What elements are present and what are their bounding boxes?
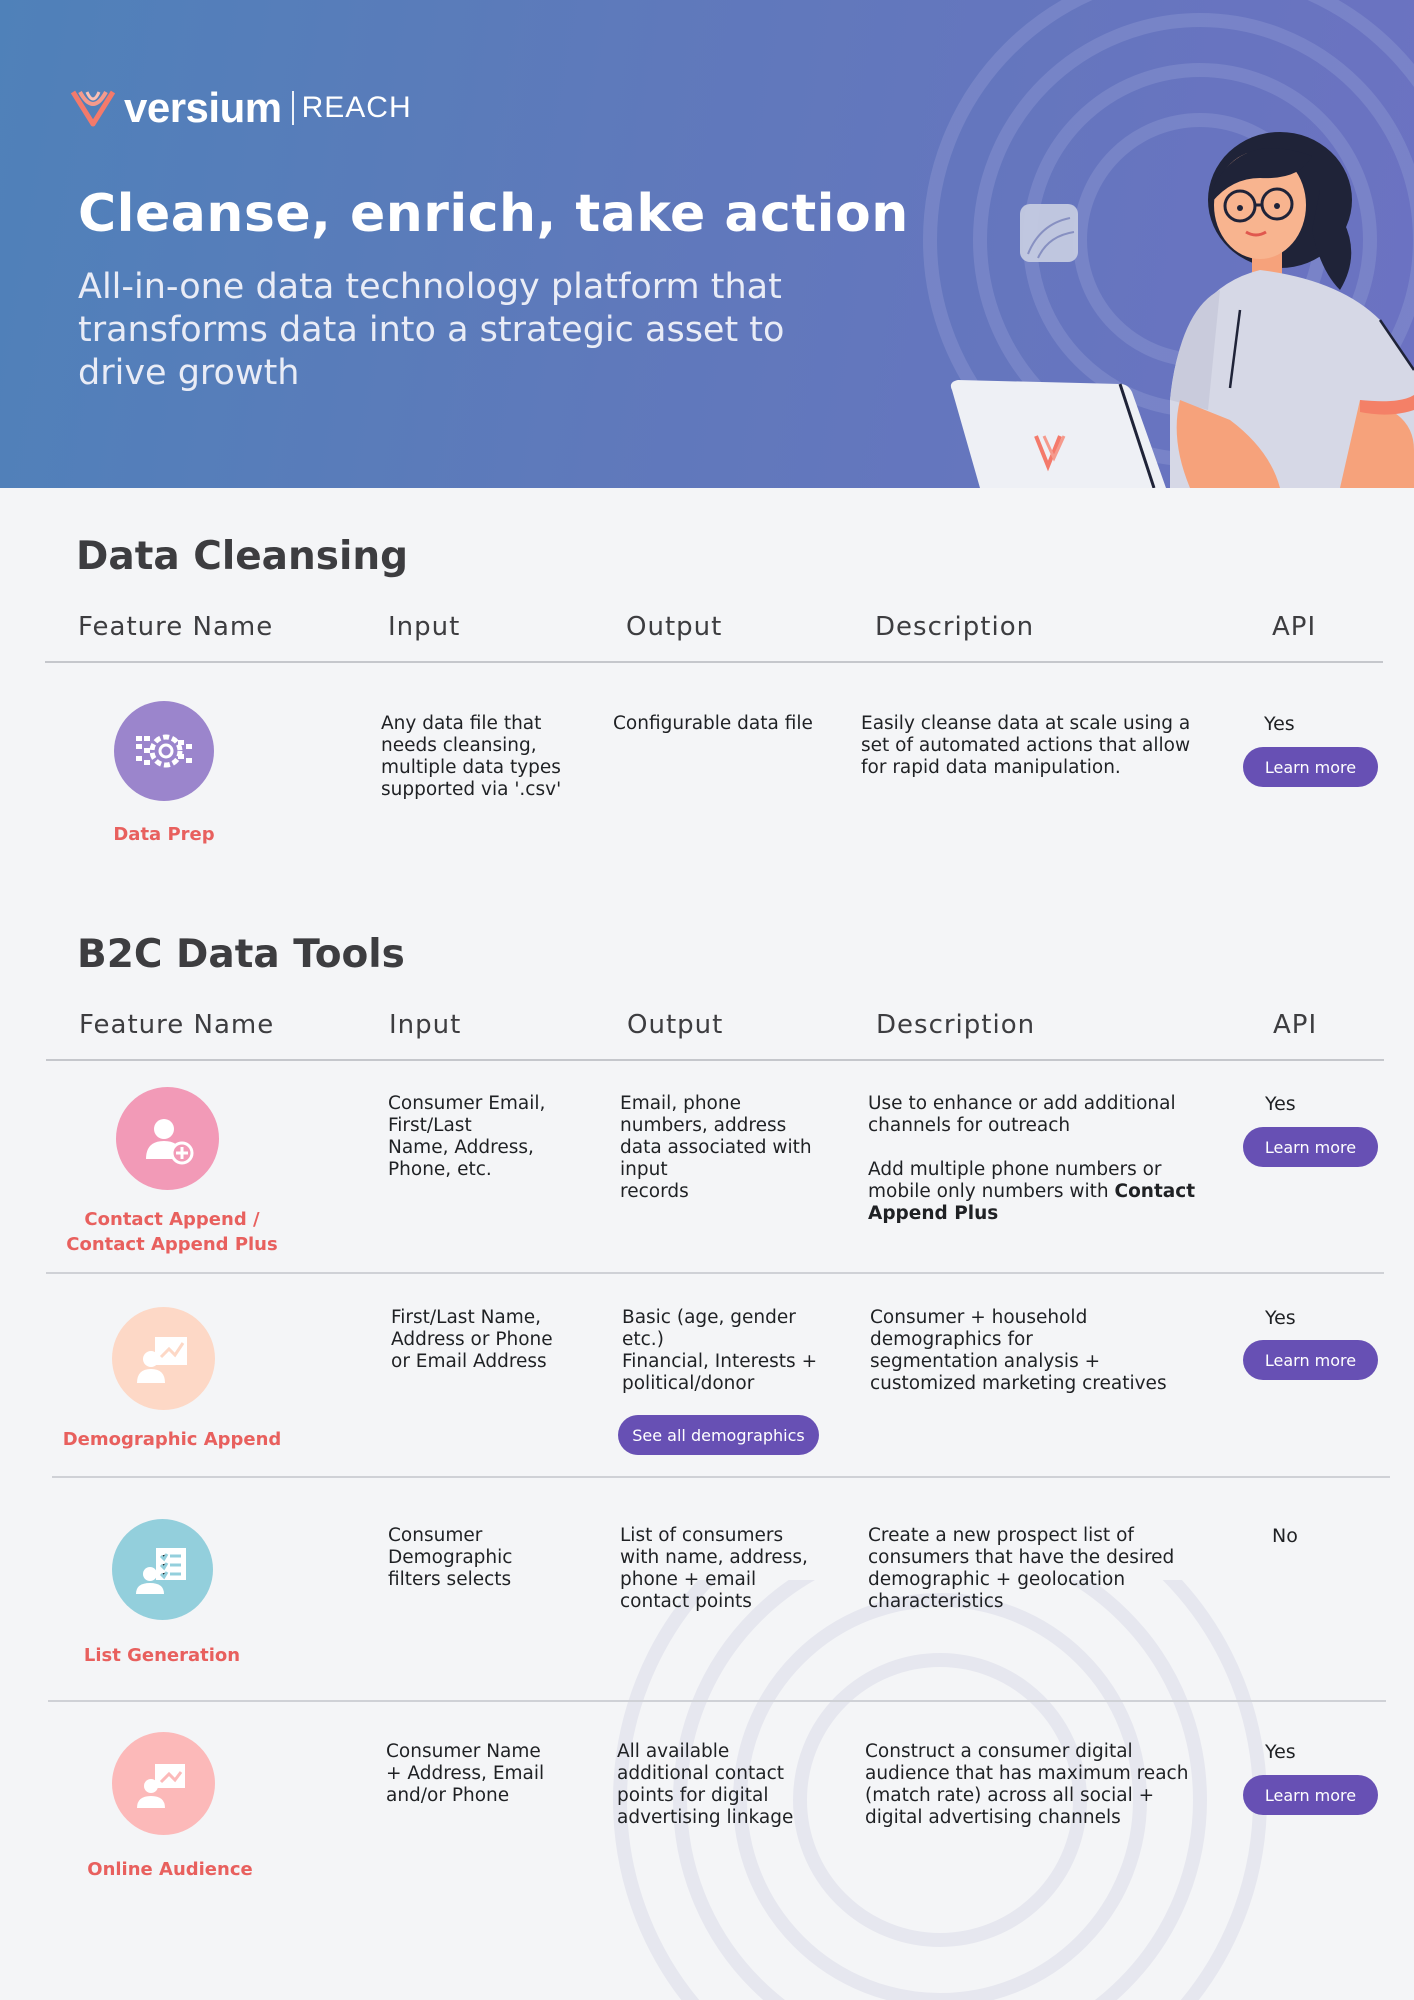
logo-wordmark: versium xyxy=(124,84,282,131)
section-title-data-cleansing: Data Cleansing xyxy=(76,534,409,579)
output-cell: All available additional contact points for digital advertising linkage xyxy=(617,1741,794,1828)
api-value: Yes xyxy=(1264,713,1295,735)
description-cell-secondary xyxy=(868,1159,1228,1225)
column-header-feature: Feature Name xyxy=(78,612,274,642)
column-header-description: Description xyxy=(875,612,1035,642)
description-cell: Easily cleanse data at scale using a set of automated actions that allow for rapid data manipulation. xyxy=(861,713,1191,778)
row-divider xyxy=(46,1272,1384,1274)
feature-name-online-audience: Online Audience xyxy=(87,1859,253,1880)
hero-banner xyxy=(0,0,1414,488)
learn-more-button[interactable]: Learn more xyxy=(1243,1127,1378,1167)
column-header-output: Output xyxy=(627,1010,724,1040)
user-add-icon xyxy=(116,1087,219,1190)
feature-name-list-generation: List Generation xyxy=(83,1645,241,1666)
row-divider xyxy=(48,1700,1386,1702)
output-cell: Configurable data file xyxy=(613,713,813,734)
description-cell: Use to enhance or add additional channels for outreach xyxy=(868,1093,1176,1136)
user-screen-icon xyxy=(112,1732,215,1835)
output-cell: List of consumers with name, address, phone + email contact points xyxy=(620,1525,808,1612)
input-cell: Consumer Email, First/Last Name, Address, Phone, etc. xyxy=(388,1093,546,1180)
api-value: Yes xyxy=(1265,1741,1296,1763)
output-cell: Basic (age, gender etc.) Financial, Interests + political/donor xyxy=(622,1307,818,1394)
output-cell: Email, phone numbers, address data associated with input records xyxy=(620,1093,812,1202)
learn-more-button[interactable]: Learn more xyxy=(1243,1775,1378,1815)
logo-product: REACH xyxy=(301,91,412,124)
feature-name-contact-append: Contact Append / Contact Append Plus xyxy=(66,1209,278,1255)
header-divider xyxy=(45,661,1383,663)
description-cell: Create a new prospect list of consumers that have the desired demographic + geolocation characteristics xyxy=(868,1525,1175,1612)
column-header-feature: Feature Name xyxy=(79,1010,275,1040)
page-subtitle: All-in-one data technology platform that transforms data into a strategic asset to drive growth xyxy=(78,267,785,393)
data-gear-icon xyxy=(114,701,214,801)
column-header-api: API xyxy=(1273,1010,1318,1040)
description-bold-text: Contact Append Plus xyxy=(868,1181,1196,1224)
feature-name-data-prep: Data Prep xyxy=(113,824,215,845)
column-header-input: Input xyxy=(389,1010,462,1040)
versium-logo[interactable] xyxy=(70,84,412,132)
input-cell: Consumer Demographic filters selects xyxy=(388,1525,513,1590)
row-divider xyxy=(52,1476,1390,1478)
user-list-icon xyxy=(112,1519,213,1620)
page-title: Cleanse, enrich, take action xyxy=(78,184,909,244)
feature-name-demographic-append: Demographic Append xyxy=(62,1429,282,1450)
header-divider xyxy=(46,1059,1384,1061)
learn-more-button[interactable]: Learn more xyxy=(1243,747,1378,787)
column-header-description: Description xyxy=(876,1010,1036,1040)
api-value: Yes xyxy=(1265,1307,1296,1329)
user-chart-icon xyxy=(112,1307,215,1410)
woman-laptop-illustration xyxy=(940,120,1414,488)
see-all-demographics-button[interactable]: See all demographics xyxy=(618,1415,819,1455)
description-cell: Construct a consumer digital audience that has maximum reach (match rate) across all social + digital advertising channels xyxy=(865,1741,1189,1828)
learn-more-button[interactable]: Learn more xyxy=(1243,1340,1378,1380)
api-value: No xyxy=(1272,1525,1298,1547)
column-header-input: Input xyxy=(388,612,461,642)
description-text: Add multiple phone numbers or mobile only numbers with xyxy=(868,1159,1162,1202)
api-value: Yes xyxy=(1265,1093,1296,1115)
input-cell: Consumer Name + Address, Email and/or Phone xyxy=(386,1741,545,1806)
input-cell: First/Last Name, Address or Phone or Email Address xyxy=(391,1307,553,1372)
section-title-b2c-data-tools: B2C Data Tools xyxy=(77,932,405,977)
description-cell: Consumer + household demographics for segmentation analysis + customized marketing creatives xyxy=(870,1307,1167,1394)
logo-separator xyxy=(292,91,294,125)
input-cell: Any data file that needs cleansing, multiple data types supported via '.csv' xyxy=(381,713,562,800)
column-header-output: Output xyxy=(626,612,723,642)
versium-logo-icon xyxy=(70,88,116,128)
column-header-api: API xyxy=(1272,612,1317,642)
